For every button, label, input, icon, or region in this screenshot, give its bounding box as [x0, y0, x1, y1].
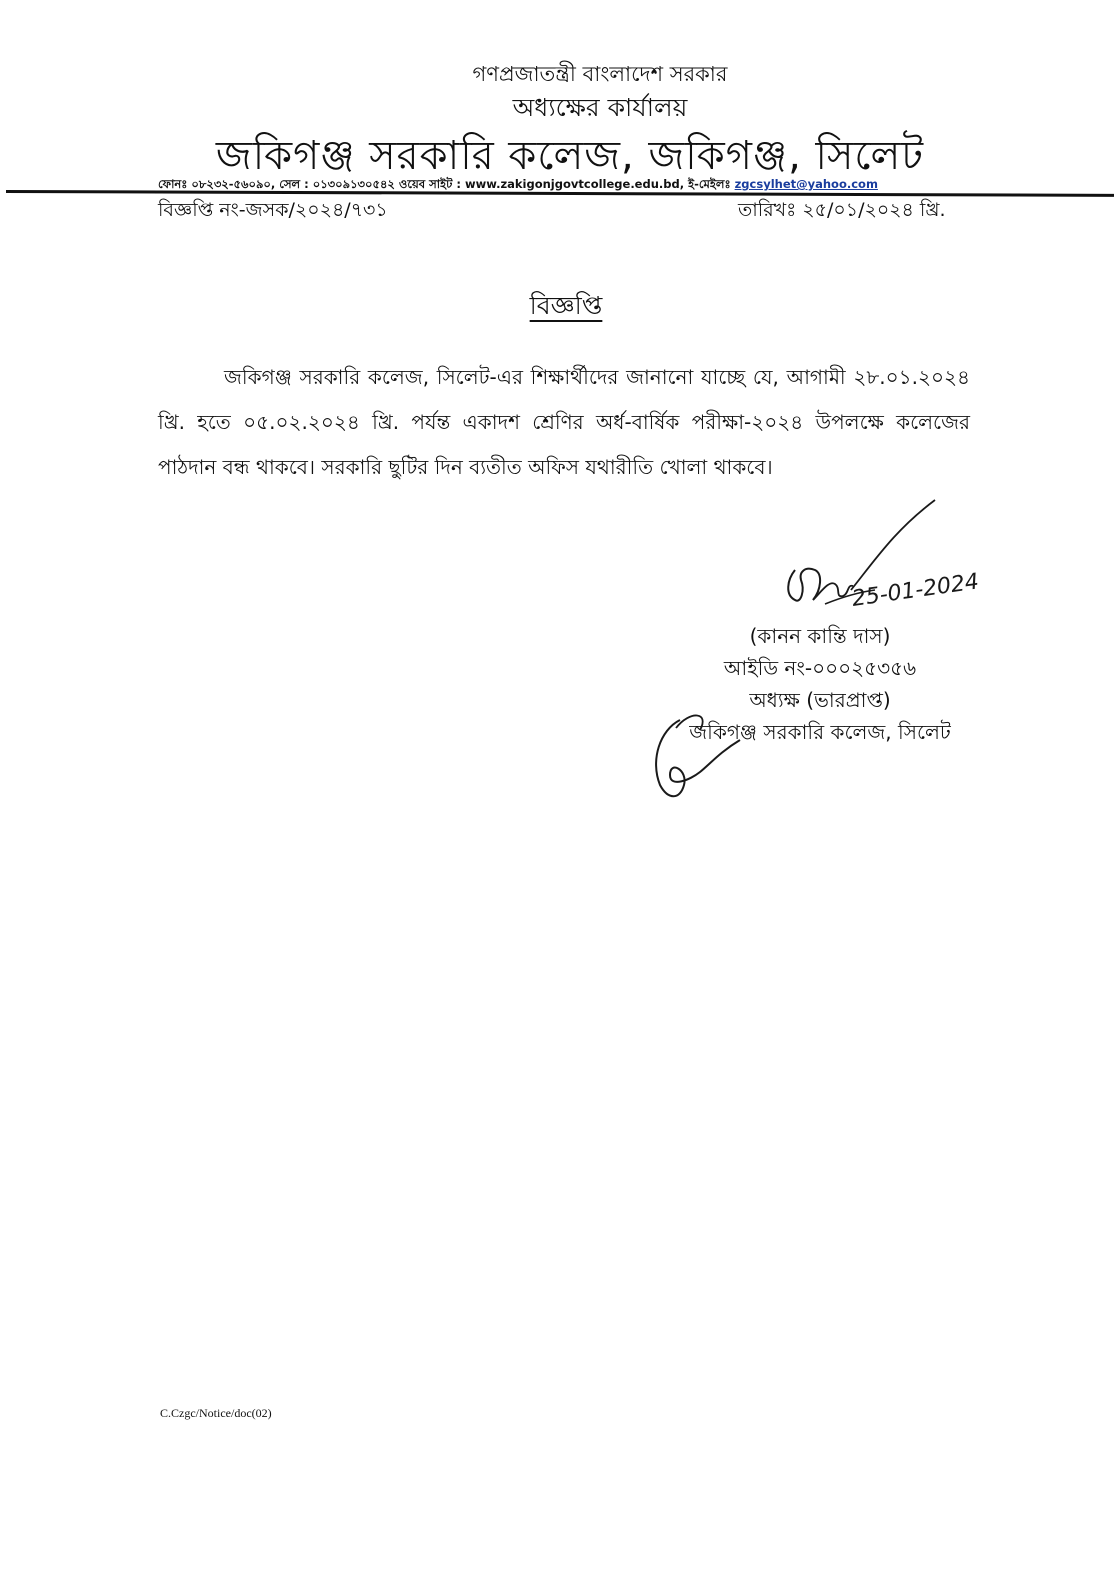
- initial-mark: [640, 700, 760, 810]
- initial-mark-drawing: [640, 700, 760, 810]
- email-link[interactable]: zgcsylhet@yahoo.com: [734, 177, 878, 191]
- signatory-designation: অধ্যক্ষ (ভারপ্রাপ্ত): [749, 688, 891, 712]
- signatory-institution: জকিগঞ্জ সরকারি কলেজ, সিলেট: [689, 720, 951, 744]
- government-heading: গণপ্রজাতন্ত্রী বাংলাদেশ সরকার: [472, 62, 728, 86]
- notice-title-text: বিজ্ঞপ্তি: [529, 291, 603, 320]
- signature-date: 25-01-2024: [850, 569, 981, 612]
- document-reference: C.Czgc/Notice/doc(02): [160, 1406, 272, 1420]
- handwritten-signature: [765, 500, 1025, 630]
- memo-number: বিজ্ঞপ্তি নং-জসক/২০২৪/৭৩১: [158, 199, 388, 221]
- memo-date: তারিখঃ ২৫/০১/২০২৪ খ্রি.: [738, 199, 946, 221]
- signature-drawing: [765, 500, 1025, 630]
- contact-details: ফোনঃ ০৮২৩২-৫৬০৯০, সেল : ০১৩০৯১৩০৫৪২ ওয়েব সাইট : www.zakigonjgovtcollege.edu.bd, ই-মেইলঃ: [158, 177, 735, 191]
- signatory-id: আইডি নং-০০০২৫৩৫৬: [723, 656, 917, 680]
- signatory-name: (কানন কান্তি দাস): [749, 624, 891, 648]
- college-heading: জকিগঞ্জ সরকারি কলেজ, জকিগঞ্জ, সিলেট: [215, 133, 925, 179]
- office-heading: অধ্যক্ষের কার্যালয়: [512, 93, 688, 122]
- notice-title: [0, 286, 1118, 329]
- notice-body: জকিগঞ্জ সরকারি কলেজ, সিলেট-এর শিক্ষার্থীদের জানানো যাচ্ছে যে, আগামী ২৮.০১.২০২৪ খ্রি. হতে ০৫.০২.২০২৪ খ্রি. পর্যন্ত একাদশ শ্রেণির অর্ধ-বার্ষিক পরীক্ষা-২০২৪ উপলক্ষে কলেজের পাঠদান বন্ধ থাকবে। সরকারি ছুটির দিন ব্যতীত অফিস যথারীতি খোলা থাকবে।: [158, 365, 970, 479]
